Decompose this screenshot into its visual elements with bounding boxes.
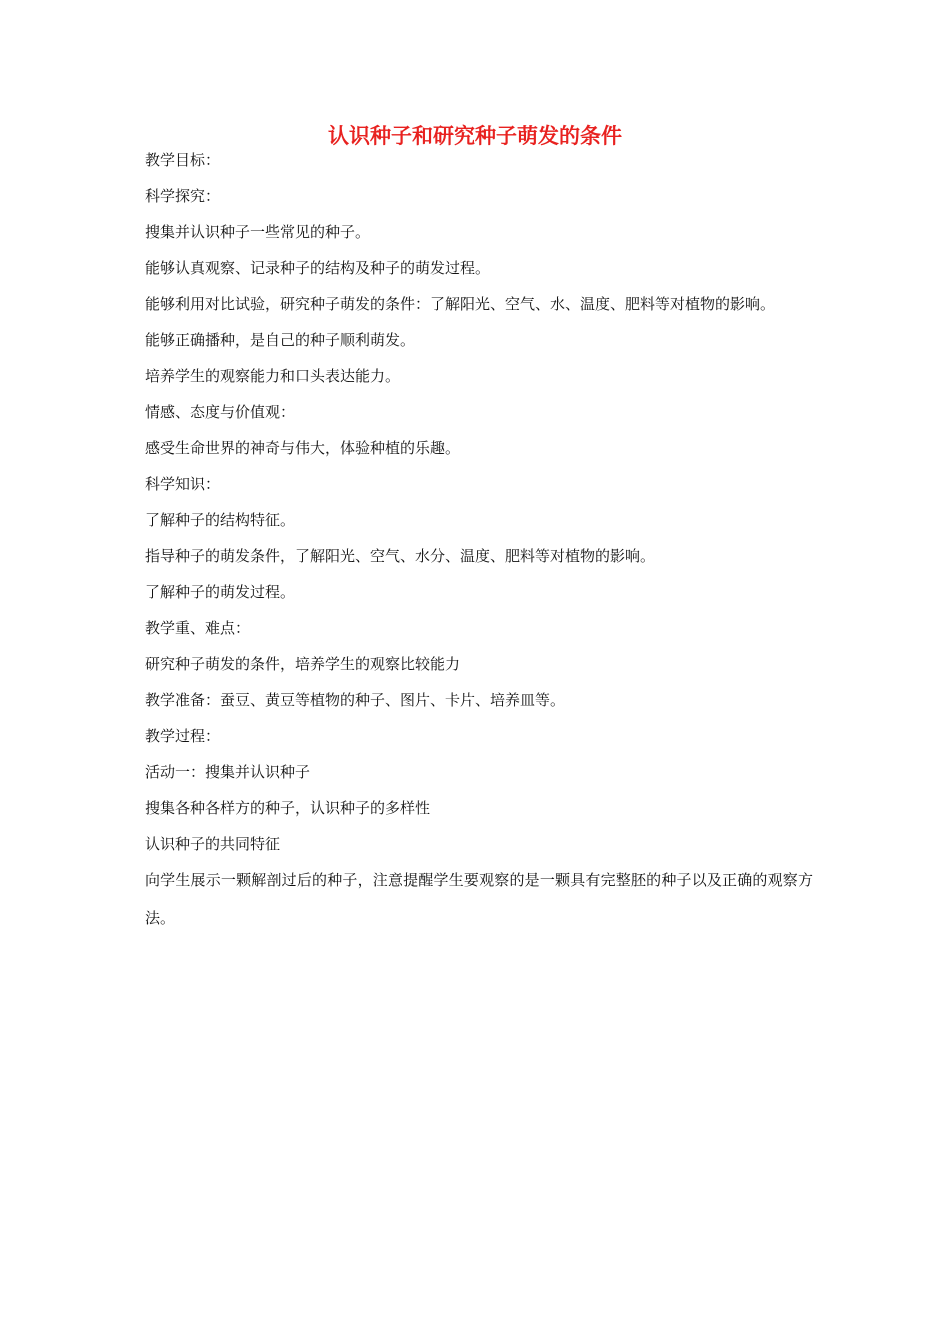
activity-heading: 活动一：搜集并认识种子 bbox=[145, 763, 311, 781]
section-heading-process: 教学过程： bbox=[145, 727, 221, 745]
text-line: 研究种子萌发的条件，培养学生的观察比较能力 bbox=[145, 655, 461, 673]
text-paragraph: 能够利用对比试验，研究种子萌发的条件：了解阳光、空气、水、温度、肥料等对植物的影响。 bbox=[145, 295, 776, 313]
document-title: 认识种子和研究种子萌发的条件 bbox=[328, 123, 622, 148]
text-line: 教学准备：蚕豆、黄豆等植物的种子、图片、卡片、培养皿等。 bbox=[145, 691, 566, 709]
text-paragraph: 向学生展示一颗解剖过后的种子，注意提醒学生要观察的是一颗具有完整胚的种子以及正确的观察方法。 bbox=[145, 871, 813, 927]
subheading-attitudes: 情感、态度与价值观： bbox=[145, 403, 296, 421]
text-line: 认识种子的共同特征 bbox=[145, 835, 281, 853]
section-heading-objectives: 教学目标： bbox=[145, 151, 221, 169]
text-line: 指导种子的萌发条件，了解阳光、空气、水分、温度、肥料等对植物的影响。 bbox=[145, 547, 656, 565]
text-line: 搜集并认识种子一些常见的种子。 bbox=[145, 223, 371, 241]
text-line: 培养学生的观察能力和口头表达能力。 bbox=[145, 367, 401, 385]
subheading-science-inquiry: 科学探究： bbox=[145, 187, 221, 205]
text-line: 能够正确播种，是自己的种子顺利萌发。 bbox=[145, 331, 416, 349]
text-line: 了解种子的结构特征。 bbox=[145, 511, 296, 529]
document-body bbox=[145, 148, 813, 942]
text-line: 搜集各种各样方的种子，认识种子的多样性 bbox=[145, 799, 431, 817]
text-line: 了解种子的萌发过程。 bbox=[145, 583, 296, 601]
text-line: 能够认真观察、记录种子的结构及种子的萌发过程。 bbox=[145, 259, 491, 277]
subheading-science-knowledge: 科学知识： bbox=[145, 475, 221, 493]
text-line: 感受生命世界的神奇与伟大，体验种植的乐趣。 bbox=[145, 439, 461, 457]
section-heading-key-points: 教学重、难点： bbox=[145, 619, 251, 637]
